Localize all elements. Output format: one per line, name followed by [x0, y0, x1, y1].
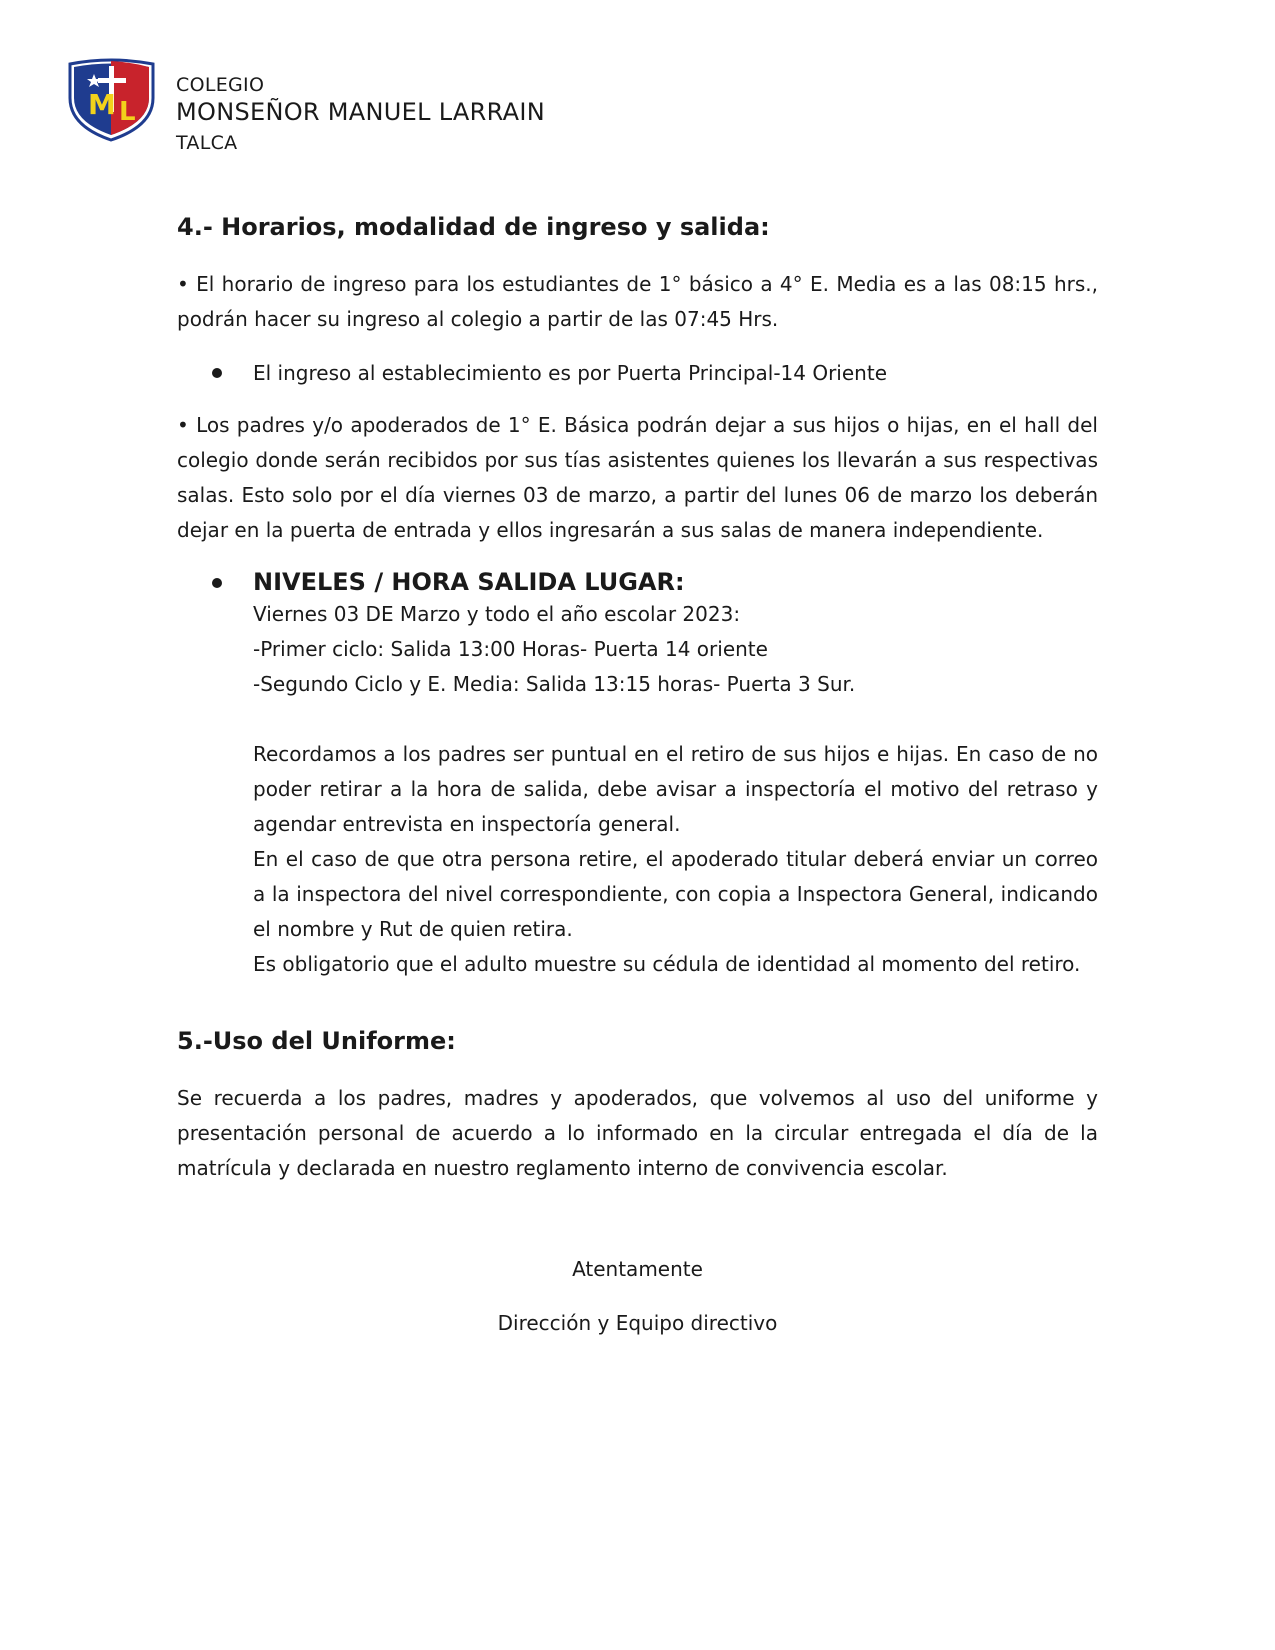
niveles-para-1: Recordamos a los padres ser puntual en el retiro de sus hijos e hijas. En caso de no poder retirar a la hora de salida, debe avisar a inspectoría el motivo del retraso y agendar entrevista en inspectoría general. — [253, 742, 1098, 836]
school-name-block — [176, 74, 545, 158]
section-5-para: Se recuerda a los padres, madres y apoderados, que volvemos al uso del uniforme y presentación personal de acuerdo a lo informado en la circular entregada el día de la matrícula y declarada en nuestro reglamento interno de convivencia escolar. — [177, 1086, 1098, 1180]
niveles-lines — [253, 597, 1098, 982]
section-4-heading: 4.- Horarios, modalidad de ingreso y salida: — [177, 213, 770, 241]
section-5-para-block — [177, 1081, 1098, 1186]
niveles-line-3: -Segundo Ciclo y E. Media: Salida 13:15 horas- Puerta 3 Sur. — [253, 672, 856, 696]
school-label: COLEGIO — [176, 74, 265, 96]
bullet-dot — [212, 368, 222, 378]
section-5-heading: 5.-Uso del Uniforme: — [177, 1027, 456, 1055]
niveles-line-2: -Primer ciclo: Salida 13:00 Horas- Puerta 14 oriente — [253, 637, 768, 661]
svg-text:L: L — [119, 97, 136, 127]
spacer — [253, 702, 1098, 737]
niveles-block — [253, 567, 1098, 982]
bullet-entrance-text: El ingreso al establecimiento es por Puerta Principal-14 Oriente — [253, 361, 887, 385]
bullet-entrance — [177, 356, 1098, 391]
closing-signature: Dirección y Equipo directivo — [497, 1311, 778, 1335]
section-4 — [177, 212, 1098, 242]
niveles-para-2: En el caso de que otra persona retire, el apoderado titular deberá enviar un correo a la inspectora del nivel correspondiente, con copia a Inspectora General, indicando el nombre y Rut de quien retira. — [253, 847, 1098, 941]
school-city: TALCA — [176, 132, 238, 154]
bullet-niveles — [177, 567, 1098, 976]
bullet-dot — [212, 578, 222, 588]
school-title: MONSEÑOR MANUEL LARRAIN — [176, 98, 545, 126]
niveles-line-1: Viernes 03 DE Marzo y todo el año escolar 2023: — [253, 602, 741, 626]
niveles-para-3: Es obligatorio que el adulto muestre su cédula de identidad al momento del retiro. — [253, 952, 1081, 976]
niveles-heading: NIVELES / HORA SALIDA LUGAR: — [253, 568, 685, 596]
section-4-para-2-block — [177, 408, 1098, 548]
section-4-para-2: • Los padres y/o apoderados de 1° E. Básica podrán dejar a sus hijos o hijas, en el hall del colegio donde serán recibidos por sus tías asistentes quienes los llevarán a sus respectivas salas. Esto solo por el día viernes 03 de marzo, a partir del lunes 06 de marzo los deberán dejar en la puerta de entrada y ellos ingresarán a sus salas de manera independiente. — [177, 413, 1098, 542]
section-5 — [177, 1026, 1098, 1056]
section-4-para-1-block — [177, 267, 1098, 337]
closing-regards: Atentamente — [572, 1257, 703, 1281]
svg-text:M: M — [88, 88, 116, 121]
section-4-para-1: • El horario de ingreso para los estudiantes de 1° básico a 4° E. Media es a las 08:15 hrs., podrán hacer su ingreso al colegio a partir de las 07:45 Hrs. — [177, 272, 1098, 331]
school-crest-logo — [64, 58, 159, 142]
